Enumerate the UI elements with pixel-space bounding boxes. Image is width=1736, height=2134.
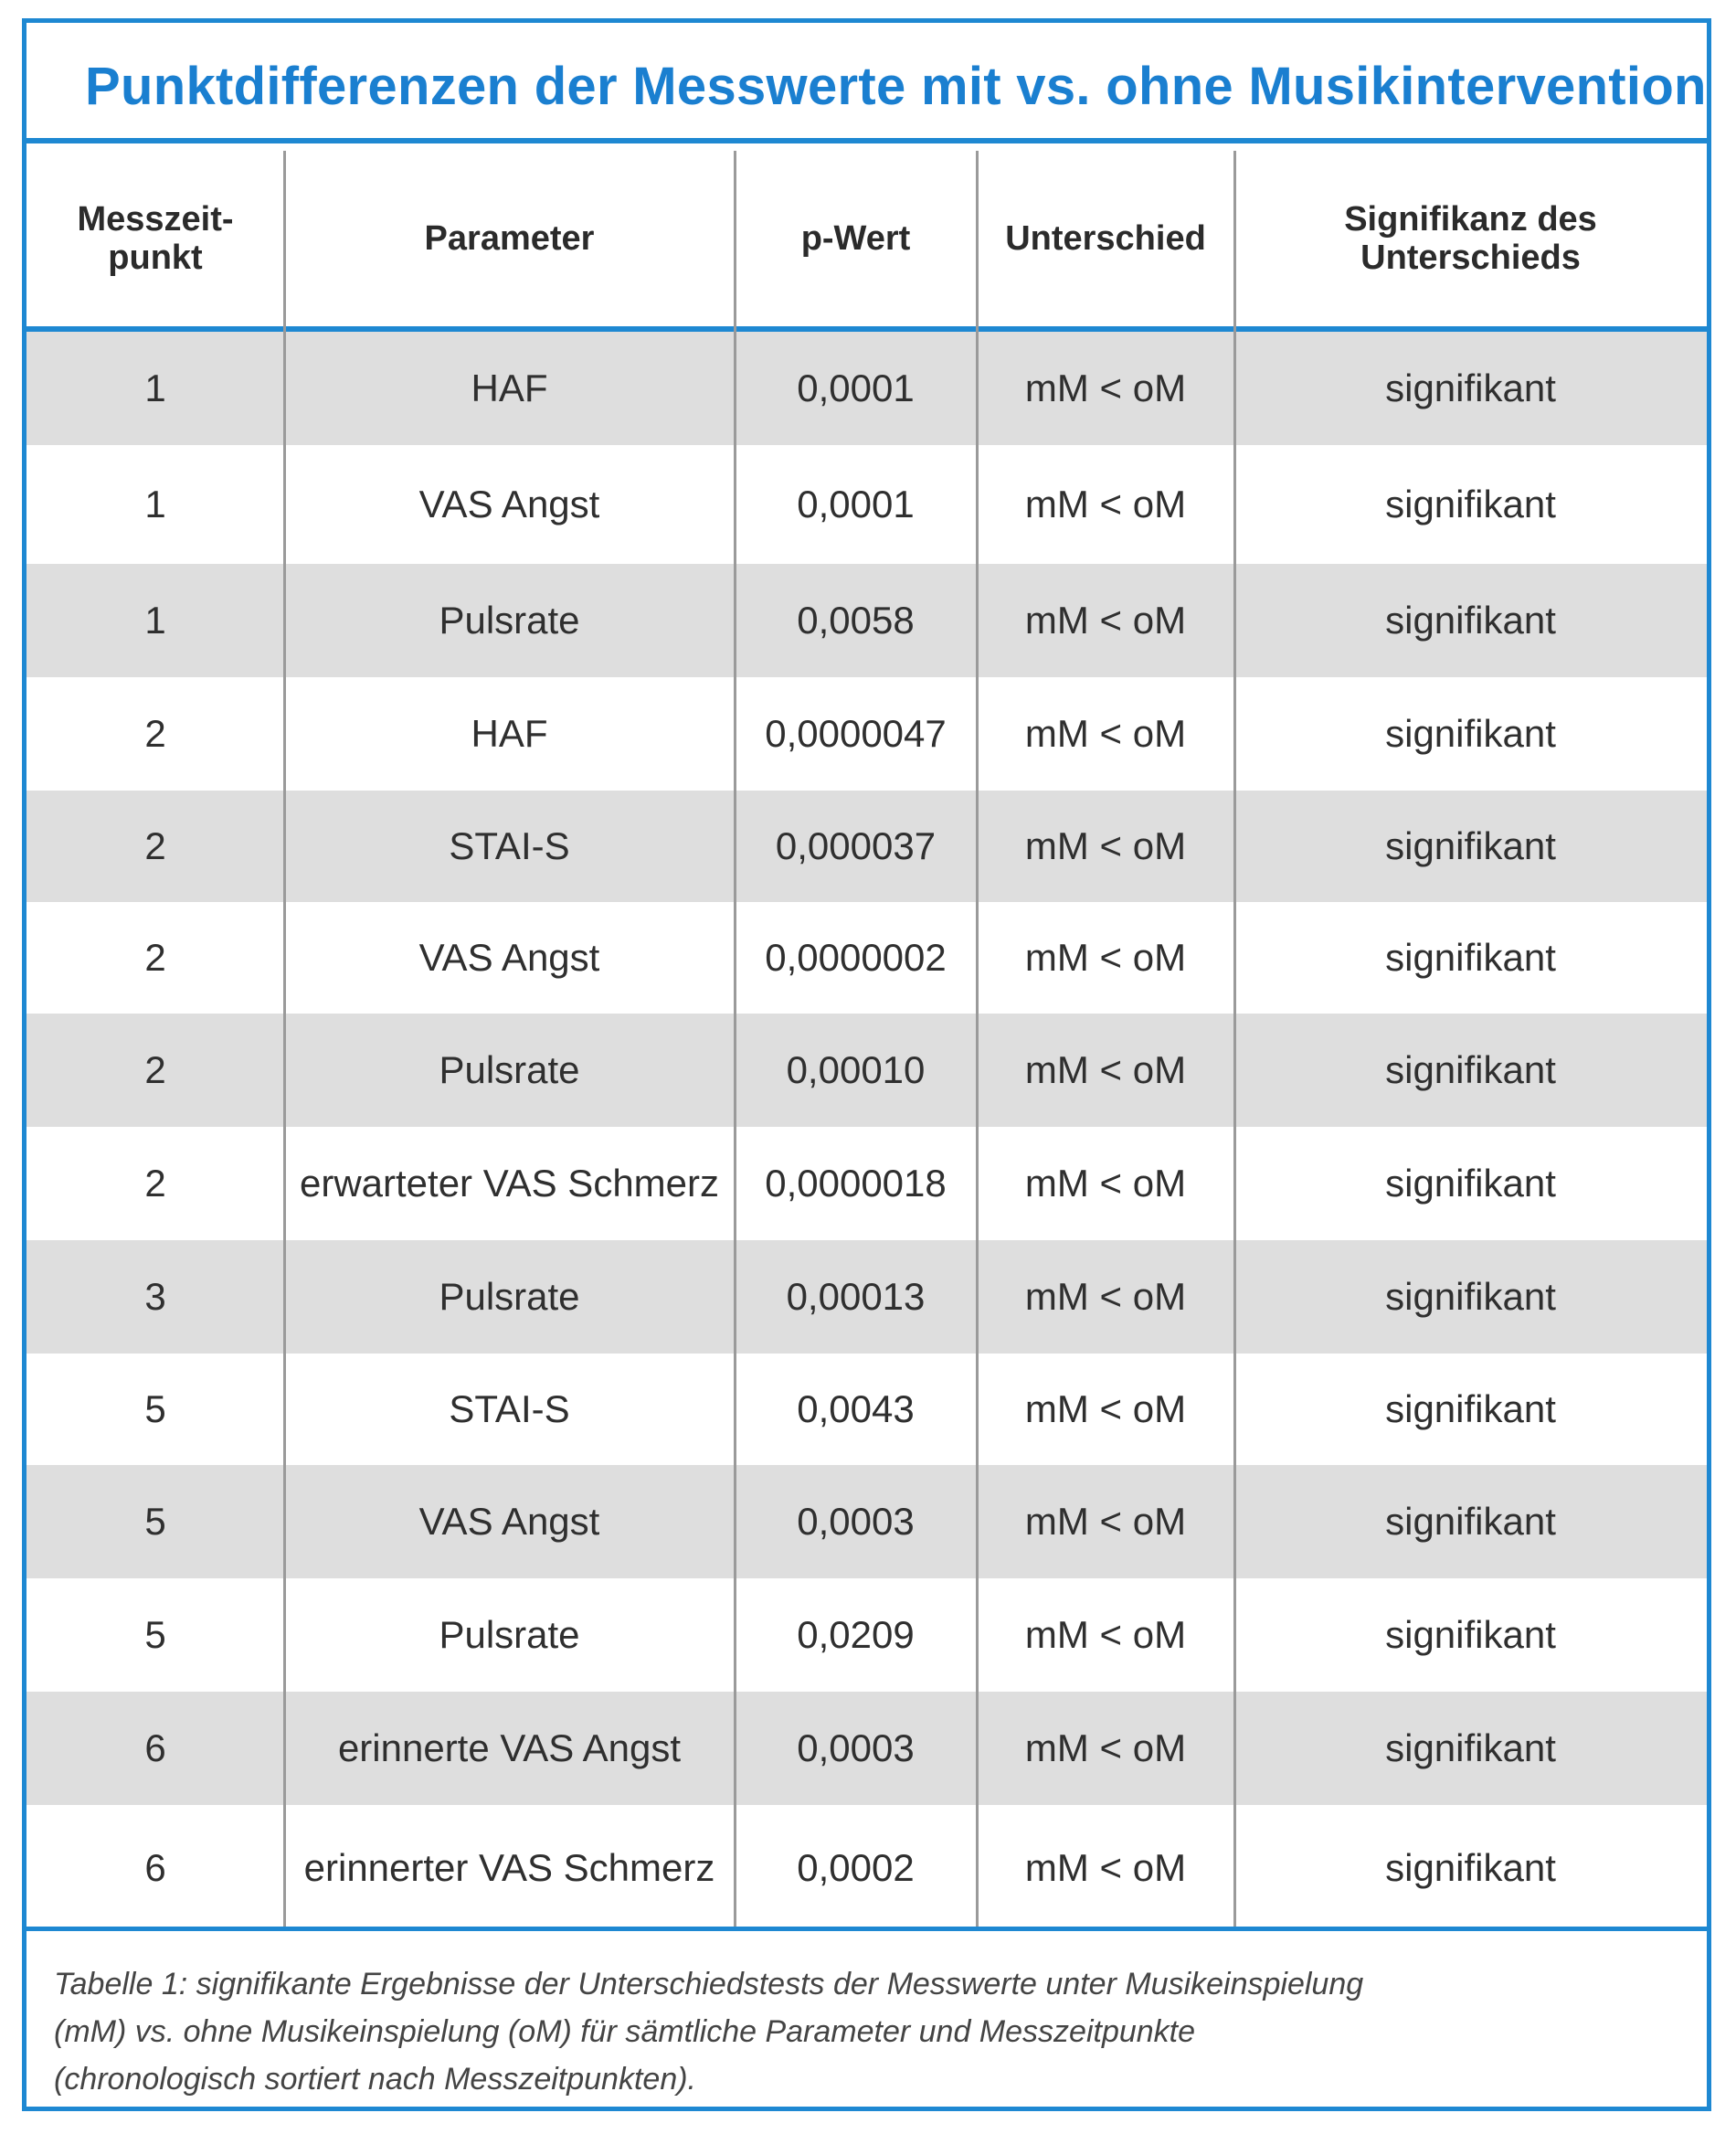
cell-parameter: VAS Angst [418,483,600,526]
cell-parameter: Pulsrate [439,599,580,642]
cell-unterschied: mM < oM [1024,366,1187,409]
cell-unterschied: mM < oM [1024,936,1187,979]
cell-unterschied: mM < oM [1024,599,1187,642]
cell-parameter: HAF [471,366,548,409]
cell-parameter: erwarteter VAS Schmerz [299,1162,720,1205]
cell-zeitpunkt: 2 [144,1048,166,1091]
header-signifikanz-line1: Signifikanz des [1344,200,1597,239]
cell-zeitpunkt: 6 [144,1846,166,1889]
header-p-wert [735,151,977,326]
header-parameter-line1: Parameter [424,219,595,258]
cell-p-wert: 0,0001 [797,366,915,409]
cell-signifikanz: signifikant [1385,1162,1556,1205]
cell-signifikanz: signifikant [1385,1726,1556,1769]
column-divider [734,151,736,1931]
table-row [26,677,1707,791]
table-row [26,445,1707,564]
cell-signifikanz: signifikant [1385,1500,1556,1543]
cell-parameter: Pulsrate [439,1275,580,1318]
cell-p-wert: 0,00010 [786,1048,926,1091]
cell-unterschied: mM < oM [1024,1726,1187,1769]
cell-p-wert: 0,0003 [797,1500,915,1543]
table-header [26,151,1707,326]
cell-p-wert: 0,0058 [797,599,915,642]
cell-signifikanz: signifikant [1385,1387,1556,1430]
title-divider [26,138,1707,143]
cell-p-wert: 0,0000047 [765,712,947,755]
cell-signifikanz: signifikant [1385,1613,1556,1656]
cell-p-wert: 0,000037 [775,824,937,867]
header-zeitpunkt [26,151,284,326]
cell-p-wert: 0,0002 [797,1846,915,1889]
cell-zeitpunkt: 6 [144,1726,166,1769]
table-row [26,1692,1707,1805]
cell-p-wert: 0,0000018 [765,1162,947,1205]
cell-zeitpunkt: 1 [144,599,166,642]
cell-unterschied: mM < oM [1024,824,1187,867]
cell-signifikanz: signifikant [1385,483,1556,526]
header-signifikanz-line2: Unterschieds [1360,239,1581,277]
cell-p-wert: 0,0209 [797,1613,915,1656]
cell-zeitpunkt: 2 [144,1162,166,1205]
header-unterschied [977,151,1234,326]
cell-parameter: VAS Angst [418,1500,600,1543]
cell-unterschied: mM < oM [1024,1500,1187,1543]
cell-unterschied: mM < oM [1024,1613,1187,1656]
caption-divider [26,1927,1707,1931]
cell-parameter: STAI-S [449,824,570,867]
table-title: Punktdifferenzen der Messwerte mit vs. ohne Musikintervention [85,57,1707,116]
header-parameter [284,151,735,326]
cell-signifikanz: signifikant [1385,936,1556,979]
table-row [26,791,1707,902]
cell-parameter: VAS Angst [418,936,600,979]
cell-p-wert: 0,0003 [797,1726,915,1769]
table-row [26,1240,1707,1354]
table-row [26,1805,1707,1931]
cell-parameter: Pulsrate [439,1048,580,1091]
header-unterschied-line1: Unterschied [1005,219,1206,258]
table-caption [54,1960,1662,2103]
table-body [26,332,1707,1931]
table-row [26,902,1707,1014]
cell-signifikanz: signifikant [1385,599,1556,642]
caption-line-1: Tabelle 1: signifikante Ergebnisse der Unterschiedstests der Messwerte unter Musikeinspielung [54,1967,1364,2001]
column-divider [283,151,286,1931]
cell-p-wert: 0,0043 [797,1387,915,1430]
table-frame [22,18,1711,2111]
column-divider [976,151,979,1931]
cell-parameter: STAI-S [449,1387,570,1430]
table-row [26,1578,1707,1692]
cell-unterschied: mM < oM [1024,712,1187,755]
cell-p-wert: 0,0000002 [765,936,947,979]
cell-zeitpunkt: 5 [144,1387,166,1430]
cell-signifikanz: signifikant [1385,1846,1556,1889]
cell-zeitpunkt: 5 [144,1500,166,1543]
cell-signifikanz: signifikant [1385,824,1556,867]
cell-zeitpunkt: 2 [144,824,166,867]
table-row [26,564,1707,677]
header-zeitpunkt-line1: Messzeit- [77,200,234,239]
table-row [26,1465,1707,1578]
cell-p-wert: 0,00013 [786,1275,926,1318]
cell-unterschied: mM < oM [1024,1846,1187,1889]
cell-zeitpunkt: 2 [144,936,166,979]
cell-parameter: HAF [471,712,548,755]
header-signifikanz [1234,151,1707,326]
cell-zeitpunkt: 5 [144,1613,166,1656]
cell-parameter: erinnerter VAS Schmerz [303,1846,715,1889]
cell-signifikanz: signifikant [1385,712,1556,755]
cell-unterschied: mM < oM [1024,1275,1187,1318]
cell-unterschied: mM < oM [1024,1162,1187,1205]
header-p-wert-line1: p-Wert [800,219,911,258]
table-row [26,1014,1707,1127]
cell-zeitpunkt: 3 [144,1275,166,1318]
caption-line-3: (chronologisch sortiert nach Messzeitpunkten). [54,2062,696,2097]
cell-parameter: Pulsrate [439,1613,580,1656]
cell-signifikanz: signifikant [1385,1048,1556,1091]
header-zeitpunkt-line2: punkt [108,239,203,277]
cell-parameter: erinnerte VAS Angst [337,1726,682,1769]
cell-zeitpunkt: 1 [144,483,166,526]
cell-unterschied: mM < oM [1024,1048,1187,1091]
cell-zeitpunkt: 1 [144,366,166,409]
cell-signifikanz: signifikant [1385,366,1556,409]
cell-p-wert: 0,0001 [797,483,915,526]
table-row [26,1127,1707,1240]
cell-signifikanz: signifikant [1385,1275,1556,1318]
cell-unterschied: mM < oM [1024,483,1187,526]
table-row [26,332,1707,445]
caption-line-2: (mM) vs. ohne Musikeinspielung (oM) für sämtliche Parameter und Messzeitpunkte [54,2014,1196,2049]
cell-zeitpunkt: 2 [144,712,166,755]
cell-unterschied: mM < oM [1024,1387,1187,1430]
table-row [26,1354,1707,1465]
column-divider [1233,151,1236,1931]
